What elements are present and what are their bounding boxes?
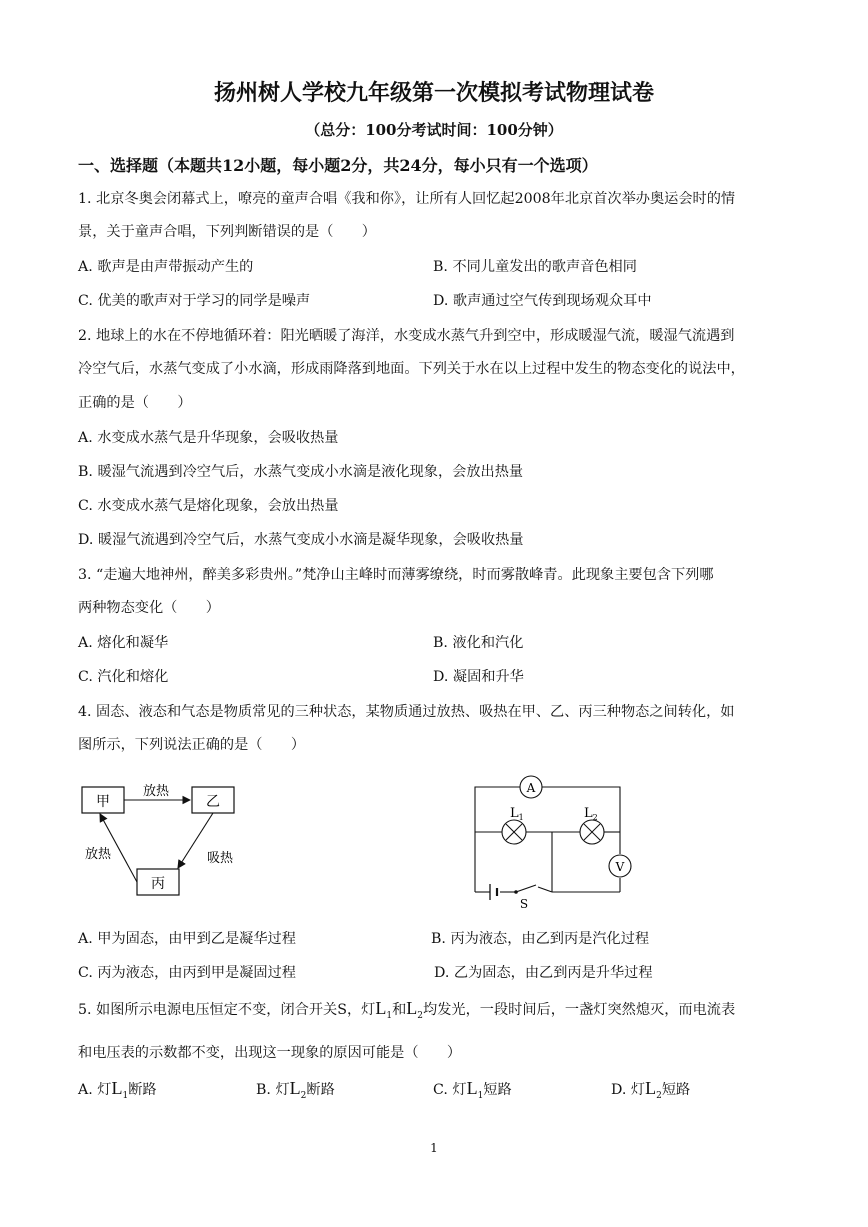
voltmeter-label: V bbox=[615, 860, 625, 874]
section-heading: 一、选择题（本题共12小题，每小题2分，共24分，每小只有一个选项） bbox=[78, 156, 598, 175]
q4-option-d: D. 乙为固态，由乙到丙是升华过程 bbox=[434, 965, 653, 981]
lamp2-label: $L_2$ bbox=[584, 806, 598, 822]
q3-stem-line1: 3. “走遍大地神州，醉美多彩贵州。”梵净山主峰时而薄雾缭绕，时而雾散峰青。此现象主要包含下列哪 bbox=[78, 567, 714, 583]
q1-stem-line1: 1. 北京冬奥会闭幕式上，嘹亮的童声合唱《我和你》，让所有人回忆起2008年北京首次举办奥运会时的情 bbox=[78, 191, 736, 207]
state-change-diagram bbox=[70, 770, 250, 905]
q2-option-c: C. 水变成水蒸气是熔化现象，会放出热量 bbox=[78, 498, 339, 514]
q5-lamp1-symbol: L bbox=[375, 998, 387, 1018]
jia-label: 甲 bbox=[96, 794, 110, 810]
q2-stem-line3: 正确的是（ ） bbox=[78, 395, 192, 411]
q1-stem-line2: 景，关于童声合唱，下列判断错误的是（ ） bbox=[78, 224, 376, 240]
q3-stem-line2: 两种物态变化（ ） bbox=[78, 600, 220, 616]
q2-option-a: A. 水变成水蒸气是升华现象，会吸收热量 bbox=[78, 430, 339, 446]
q5-text-a: 5. 如图所示电源电压恒定不变，闭合开关S，灯 bbox=[78, 1002, 376, 1018]
q5-text-c: 均发光，一段时间后，一盏灯突然熄灭，而电流表 bbox=[423, 1002, 736, 1018]
q2-stem-line1: 2. 地球上的水在不停地循环着：阳光晒暖了海洋，水变成水蒸气升到空中，形成暖湿气流，暖湿气流遇到 bbox=[78, 328, 735, 344]
q5-text-b: 和 bbox=[392, 1002, 407, 1018]
q4-option-c: C. 丙为液态，由丙到甲是凝固过程 bbox=[78, 965, 296, 981]
ammeter-label: A bbox=[526, 781, 536, 795]
label-fangre-top: 放热 bbox=[142, 784, 170, 799]
q5-option-a: A. 灯$L_1$断路 bbox=[78, 1078, 157, 1101]
page-number: 1 bbox=[430, 1141, 438, 1155]
q5-lamp2-subscript: 2 bbox=[417, 1010, 424, 1021]
q5-lamp1-subscript: 1 bbox=[386, 1010, 393, 1021]
q3-option-a: A. 熔化和凝华 bbox=[78, 635, 169, 651]
label-fangre-left: 放热 bbox=[84, 847, 112, 862]
q5-stem-line2: 和电压表的示数都不变，出现这一现象的原因可能是（ ） bbox=[78, 1045, 462, 1061]
q2-stem-line2: 冷空气后，水蒸气变成了小水滴，形成雨降落到地面。下列关于水在以上过程中发生的物态变化的说法中， bbox=[78, 361, 745, 377]
q3-option-c: C. 汽化和熔化 bbox=[78, 669, 169, 685]
q4-stem-line1: 4. 固态、液态和气态是物质常见的三种状态，某物质通过放热、吸热在甲、乙、丙三种物态之间转化，如 bbox=[78, 704, 735, 720]
bing-label: 丙 bbox=[151, 876, 165, 892]
q1-option-c: C. 优美的歌声对于学习的同学是噪声 bbox=[78, 293, 311, 309]
yi-label: 乙 bbox=[206, 794, 220, 810]
q4-stem-line2: 图所示，下列说法正确的是（ ） bbox=[78, 737, 306, 753]
q5-option-b: B. 灯$L_2$断路 bbox=[256, 1078, 335, 1101]
q5-option-d: D. 灯$L_2$短路 bbox=[611, 1078, 691, 1101]
exam-info: （总分：100分考试时间：100分钟） bbox=[305, 121, 563, 139]
q2-option-d: D. 暖湿气流遇到冷空气后，水蒸气变成小水滴是凝华现象，会吸收热量 bbox=[78, 532, 524, 548]
q5-stem-line1 bbox=[78, 998, 735, 1021]
lamp1-label: $L_1$ bbox=[510, 806, 524, 822]
q5-option-c: C. 灯$L_1$短路 bbox=[433, 1078, 512, 1101]
q1-option-a: A. 歌声是由声带振动产生的 bbox=[78, 259, 254, 275]
q4-option-a: A. 甲为固态，由甲到乙是凝华过程 bbox=[78, 931, 296, 947]
switch-lever bbox=[516, 885, 536, 892]
circuit-diagram bbox=[460, 762, 650, 912]
q3-option-b: B. 液化和汽化 bbox=[433, 635, 524, 651]
q1-option-b: B. 不同儿童发出的歌声音色相同 bbox=[433, 259, 637, 275]
label-xire: 吸热 bbox=[206, 851, 234, 866]
q1-option-d: D. 歌声通过空气传到现场观众耳中 bbox=[433, 293, 652, 309]
q2-option-b: B. 暖湿气流遇到冷空气后，水蒸气变成小水滴是液化现象，会放出热量 bbox=[78, 464, 524, 480]
page-title: 扬州树人学校九年级第一次模拟考试物理试卷 bbox=[213, 80, 654, 106]
q3-option-d: D. 凝固和升华 bbox=[433, 669, 524, 685]
switch-label: S bbox=[519, 897, 529, 911]
q4-option-b: B. 丙为液态，由乙到丙是汽化过程 bbox=[431, 931, 650, 947]
q5-lamp2-symbol: L bbox=[406, 998, 418, 1018]
